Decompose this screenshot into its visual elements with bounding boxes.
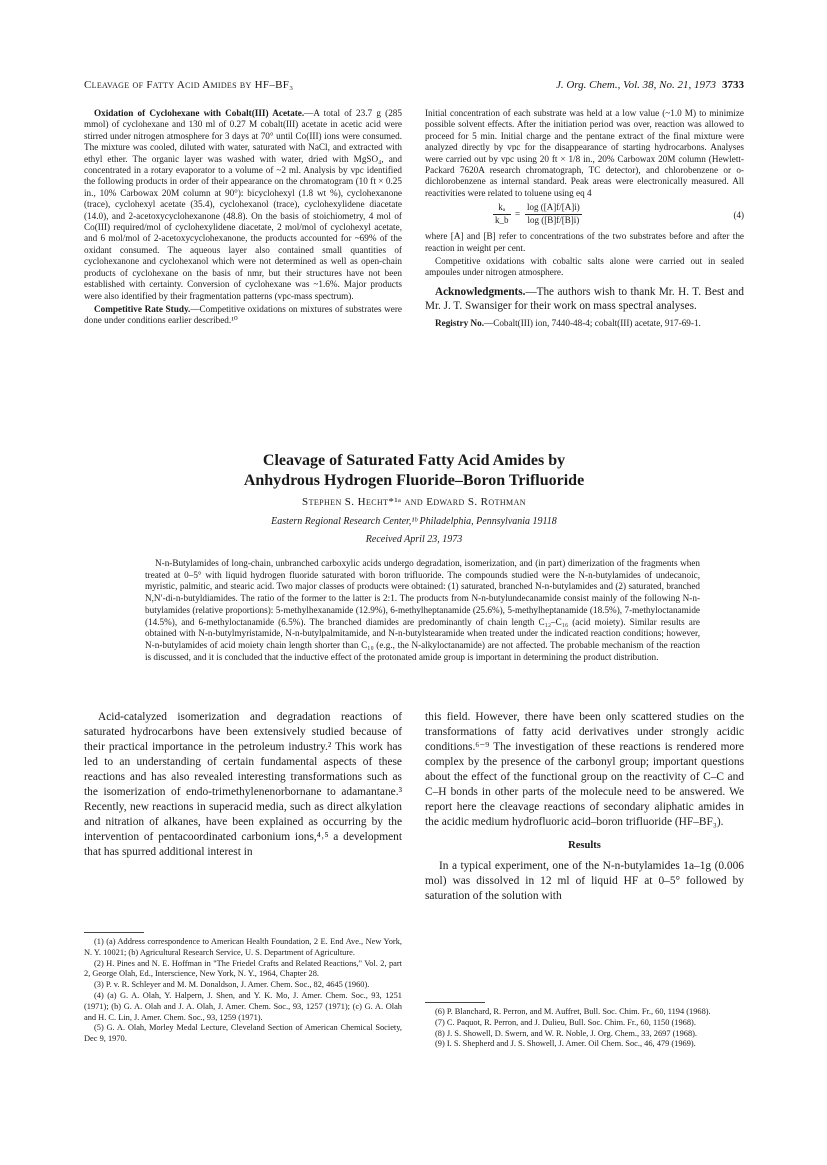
section-run-in-head: Oxidation of Cyclohexane with Cobalt(III) Acetate. — [94, 108, 305, 118]
paragraph-text: —A total of 23.7 g (285 mmol) of cyclohexane and 130 ml of 0.27 M cobalt(III) acetate in acetic acid were stirred under nitrogen atmosphere for 3 days at 70° until Co(III) ions were consumed. The mixture was cooled, diluted with water, saturated with NaCl, and extracted with ethyl ether. The organic layer was washed with water, dried with MgSO₄, and concentrated in a rotary evaporator to a volume of ~2 ml. Analysis by vpc identified the following products in order of their appearance on the chromatogram (10 ft × 0.25 in., 10% Carbowax 20M column at 90°): bicyclohexyl (1.8 wt %), cyclohexanone (trace), cyclohexyl acetate (35.4), cyclohexanol (trace), cyclohexylidene diacetate (14.0), and 2-acetoxycyclohexanone (48.8). On the basis of stoichiometry, 4 mol of Co(III) required/mol of cyclohexylidene diacetate, 2 mol/mol of cyclohexyl acetate, and 6 mol/mol of 2-acetoxycyclohexanone, the products accounted for ~69% of the oxidant consumed. The aqueous layer also contained small quantities of cyclohexanone and cyclohexanol which were not determined as well as open-chain products of cyclohexane on the basis of nmr, but their structures have not been established with certainty. Conversion of cyclohexane was ~1.6%. Major products were also identified by their fragmentation patterns (vpc-mass spectrum). — [84, 108, 402, 301]
footnote-7: (7) C. Paquot, R. Perron, and J. Dulieu, Bull. Soc. Chim. Fr., 60, 1150 (1968). — [435, 1017, 696, 1027]
registry-numbers — [425, 318, 744, 329]
title-line-2: Anhydrous Hydrogen Fluoride–Boron Trifluoride — [243, 472, 585, 489]
article-affiliation: Eastern Regional Research Center,¹ᵇ Philadelphia, Pennsylvania 19118 — [271, 516, 557, 527]
paragraph-cobaltic: Competitive oxidations with cobaltic salts alone were carried out in sealed ampoules under nitrogen atmosphere. — [425, 256, 744, 278]
footnote-1: (1) (a) Address correspondence to American Health Foundation, 2 E. End Ave., New York, N. Y. 10021; (b) Agricultural Research Service, U. S. Department of Agriculture. — [84, 937, 402, 957]
acknowledgments — [425, 285, 744, 314]
footnote-9: (9) I. S. Shepherd and J. S. Showell, J. Amer. Oil Chem. Soc., 46, 479 (1969). — [435, 1039, 696, 1049]
article-abstract: N-n-Butylamides of long-chain, unbranched carboxylic acids undergo degradation, isomerization, and (in part) dimerization of the fragments when treated at 0–5° with liquid hydrogen fluoride saturated with boron trifluoride. The compounds studied were the N-n-butylamides of undecanoic, myristic, palmitic, and stearic acid. Two major classes of products were obtained: (1) saturated, branched N-n-butylamides and (2) saturated, branched N,N′-di-n-butyldiamides. The ratio of the former to the latter is 2:1. The products from N-n-butylundecanamide consist mainly of the following N-n-butylamides (relative proportions): 5-methylhexanamide (12.9%), 6-methylheptanamide (25.6%), 5-methylheptanamide (18.5%), 7-methyloctanamide (14.5%), and 6-methyloctanamide (6.5%). The branched diamides are predominantly of chain length C₁₂–C₁₆ (acid moiety). Similar results are obtained with N-n-butylmyristamide, N-n-butylpalmitamide, and N-n-butylstearamide when treated under the indicated reaction conditions; however, N-n-butylamides of acid moiety chain length shorter than C₁₀ (e.g., the N-alkyloctanamide) are not affected. The probable mechanism of the reaction is discussed, and it is concluded that the inductive effect of the protonated amide group is important in determining the product distribution. — [145, 558, 700, 662]
journal-name: J. Org. Chem., Vol. 38, No. 21, 1973 — [555, 79, 716, 91]
paragraph-text: —Competitive oxidations on mixtures of substrates were done under conditions earlier described.¹⁰ — [84, 303, 403, 326]
body-right-column — [425, 710, 744, 904]
footnotes-right — [425, 1002, 744, 1050]
footnotes-left — [84, 932, 402, 1045]
footnote-5: (5) G. A. Olah, Morley Medal Lecture, Cleveland Section of American Chemical Society, Dec 9, 1970. — [84, 1023, 402, 1044]
equation-lhs — [493, 202, 511, 226]
acknowledgments-text: —The authors wish to thank Mr. H. T. Best and Mr. J. T. Swansiger for their work on mass spectral analyses. — [425, 285, 744, 313]
footnote-2: (2) H. Pines and N. E. Hoffman in "The Friedel Crafts and Related Reactions," Vol. 2, part 2, George Olah, Ed., Interscience, New York, N. Y., 1964, Chapter 28. — [84, 958, 402, 979]
acknowledgments-head: Acknowledgments. — [435, 285, 526, 298]
results-paragraph: In a typical experiment, one of the N-n-butylamides 1a–1g (0.006 mol) was dissolved in 12 ml of liquid HF at 0–5° followed by saturation of the solution with — [425, 860, 744, 902]
section-run-in-head: Competitive Rate Study. — [94, 303, 191, 314]
title-line-1: Cleavage of Saturated Fatty Acid Amides by — [262, 452, 566, 469]
equation-sign: = — [515, 209, 521, 220]
running-title: Cleavage of Fatty Acid Amides by HF–BF₃ — [84, 79, 294, 91]
page-number: 3733 — [722, 79, 744, 91]
registry-text: —Cobalt(III) ion, 7440-48-4; cobalt(III) acetate, 917-69-1. — [484, 318, 701, 329]
paragraph-competitive — [84, 304, 402, 327]
results-heading: Results — [568, 840, 601, 851]
paragraph-oxidation — [84, 108, 402, 302]
article-title — [84, 451, 744, 491]
journal-citation — [556, 79, 744, 91]
equation-rhs-numerator: log ([A]f/[A]i) — [525, 202, 582, 214]
paragraph-initial-concentration: Initial concentration of each substrate was held at a low value (~1.0 M) to minimize possible solvent effects. After the initiation period was over, reaction was allowed to proceed for 5 min. Initial charge and the pentane extract of the final mixture were analyzed directly by vpc for the disappearance of starting hydrocarbons. Analyses were carried out by vpc using 20 ft × 1/8 in., 20% Carbowax 20M column (Hewlett-Packard 7620A research chromatograph, TC detector), and chlorobenzene or o-dichlorobenzene as internal standard. Peak areas were electronically measured. All reactivities were related to toluene using eq 4 — [425, 108, 744, 198]
body-left-column — [84, 710, 402, 860]
top-left-column — [84, 108, 402, 329]
equation-rhs-denominator: log ([B]f/[B]i) — [527, 214, 580, 225]
equation-number: (4) — [733, 210, 744, 221]
footnote-rule — [84, 932, 144, 933]
footnote-3: (3) P. v. R. Schleyer and M. M. Donaldson, J. Amer. Chem. Soc., 82, 4645 (1960). — [94, 980, 370, 990]
paragraph-where: where [A] and [B] refer to concentrations of the two substrates before and after the reaction in weight per cent. — [425, 231, 744, 253]
intro-paragraph: Acid-catalyzed isomerization and degradation reactions of saturated hydrocarbons have been extensively studied because of their practical importance in the petroleum industry.² This work has led to an understanding of certain fundamental aspects of these reactions and has also revealed interesting transformations such as the isomerization of endo-trimethylenenorbornane to adamantane.³ Recently, new reactions in superacid media, such as direct alkylation and nitration of alkanes, have been explained as occurring by the intervention of pentacoordinated carbonium ions,⁴˒⁵ a development that has spurred additional interest in — [84, 711, 402, 858]
equation-rhs — [525, 202, 582, 226]
equation-4 — [425, 202, 744, 228]
footnote-rule — [425, 1002, 485, 1003]
equation-lhs-numerator: kₐ — [493, 202, 511, 214]
article-authors: Stephen S. Hecht*¹ᵃ and Edward S. Rothman — [302, 496, 526, 508]
equation-lhs-denominator: k_b — [495, 214, 509, 225]
registry-head: Registry No. — [435, 318, 484, 329]
top-right-column — [425, 108, 744, 331]
footnote-8: (8) J. S. Showell, D. Swern, and W. R. Noble, J. Org. Chem., 33, 2697 (1968). — [435, 1028, 698, 1038]
footnote-4: (4) (a) G. A. Olah, Y. Halpern, J. Shen, and Y. K. Mo, J. Amer. Chem. Soc., 93, 1251 (1971); (b) G. A. Olah and J. A. Olah, J. Amer. Chem. Soc., 93, 1257 (1971); (c) G. A. Olah and H. C. Lin, J. Amer. Chem. Soc., 93, 1259 (1971). — [84, 990, 402, 1022]
intro-paragraph-continued: this field. However, there have been only scattered studies on the transformations of fatty acid derivatives under strongly acidic conditions.⁶⁻⁹ The investigation of these reactions is rendered more complex by the presence of the carbonyl group; important questions about the effect of the functional group on the reactivity of C–C and C–H bonds in other parts of the molecule need to be answered. We report here the cleavage reactions of secondary aliphatic amides in the acidic medium hydrofluoric acid–boron trifluoride (HF–BF₃). — [425, 711, 744, 828]
received-date: Received April 23, 1973 — [365, 534, 463, 545]
footnote-6: (6) P. Blanchard, R. Perron, and M. Auffret, Bull. Soc. Chim. Fr., 60, 1194 (1968). — [435, 1007, 711, 1016]
running-header — [84, 79, 744, 95]
